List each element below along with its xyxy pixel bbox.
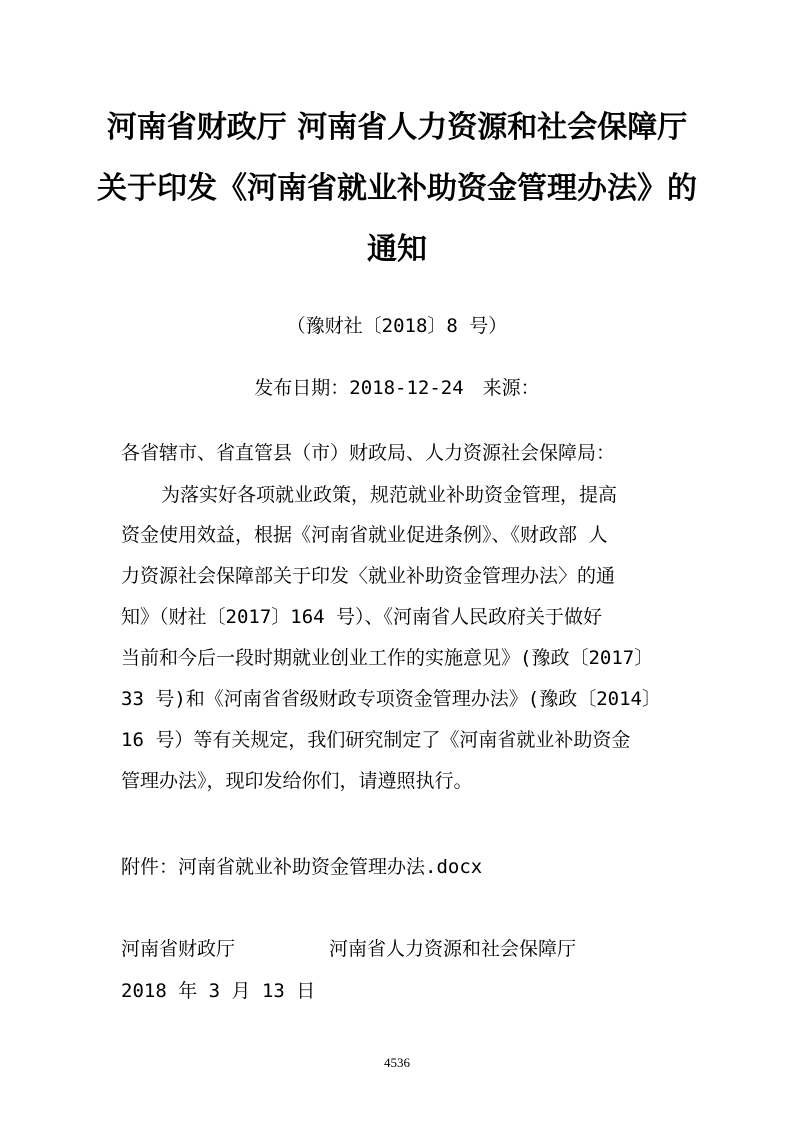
body-line: 资金使用效益，根据《河南省就业促进条例》、《财政部 人 bbox=[121, 524, 608, 546]
body-line: 知》（财社〔2017〕164 号）、《河南省人民政府关于做好 bbox=[121, 606, 603, 628]
body-line: 16 号）等有关规定，我们研究制定了《河南省就业补助资金 bbox=[121, 729, 631, 751]
body-line: 33 号)和《河南省省级财政专项资金管理办法》(豫政〔2014〕 bbox=[121, 688, 661, 710]
page-number: 4536 bbox=[384, 1055, 410, 1070]
body-line: 为落实好各项就业政策，规范就业补助资金管理，提高 bbox=[161, 484, 618, 506]
body-line: 管理办法》，现印发给你们，请遵照执行。 bbox=[121, 770, 473, 792]
body-line: 力资源社会保障部关于印发〈就业补助资金管理办法〉的通 bbox=[121, 565, 616, 587]
body-line: 当前和今后一段时期就业创业工作的实施意见》(豫政〔2017〕 bbox=[121, 647, 654, 669]
signature-orgs bbox=[121, 937, 681, 961]
signature-date: 2018 年 3 月 13 日 bbox=[121, 980, 316, 1002]
signature-org-finance: 河南省财政厅 bbox=[121, 938, 236, 960]
title-line-1: 河南省财政厅 河南省人力资源和社会保障厅 bbox=[106, 110, 688, 145]
attachment-link[interactable]: 附件：河南省就业补助资金管理办法.docx bbox=[121, 856, 483, 878]
recipients: 各省辖市、省直管县（市）财政局、人力资源社会保障局： bbox=[121, 442, 616, 464]
title-line-2: 关于印发《河南省就业补助资金管理办法》的 bbox=[97, 171, 697, 206]
title-line-3: 通知 bbox=[367, 232, 427, 267]
publish-info: 发布日期：2018-12-24 来源： bbox=[254, 377, 540, 399]
document-number: （豫财社〔2018〕8 号） bbox=[286, 315, 508, 337]
signature-org-hrss: 河南省人力资源和社会保障厅 bbox=[329, 938, 577, 960]
